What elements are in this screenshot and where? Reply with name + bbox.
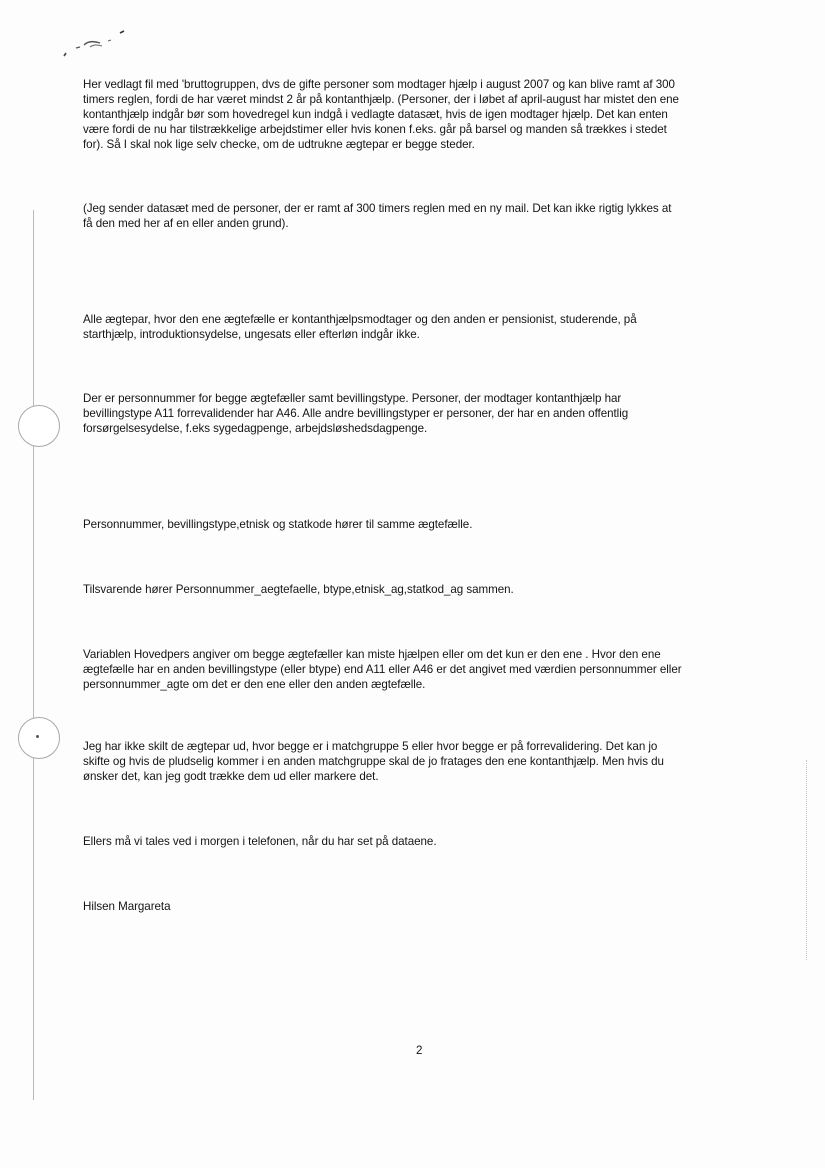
paragraph-datasaet-mail: (Jeg sender datasæt med de personer, der er ramt af 300 timers reglen med en ny mail. Det kan ikke rigtig lykkes at få den med her af en eller anden grund). [83,202,672,230]
scan-smudge-mark [58,28,138,62]
paragraph-bruttogruppen: Her vedlagt fil med 'bruttogruppen, dvs de gifte personer som modtager hjælp i august 2007 og kan blive ramt af 300 timers reglen, fordi de har været mindst 2 år på kontanthjælp. (Personer, der i løbet af april-august har mistet den ene kontanthjælp indgår bør som hovedregel kun indgå i vedlagte datasæt, hvis de igen modtager hjælp. Det kan enten være fordi de nu har tilstrækkelige arbejdstimer eller hvis konen f.eks. går på barsel og manden så trækkes i stedet for). Så I skal nok lige selv checke, om de udtrukne ægtepar er begge steder. [83,78,679,151]
paragraph-tilsvarende: Tilsvarende hører Personnummer_aegtefaelle, btype,etnisk_ag,statkod_ag sammen. [83,583,514,596]
paragraph-aegtepar-excluded: Alle ægtepar, hvor den ene ægtefælle er kontanthjælpsmodtager og den anden er pensionist, studerende, på starthjælp, introduktionsydelse, ungesats eller efterløn indgår ikke. [83,313,637,341]
paragraph-same-spouse: Personnummer, bevillingstype,etnisk og statkode hører til samme ægtefælle. [83,518,473,531]
punch-hole [18,717,60,759]
page-number: 2 [416,1044,423,1057]
punch-hole [18,405,60,447]
paragraph-hovedpers: Variablen Hovedpers angiver om begge ægtefæller kan miste hjælpen eller om det kun er den ene . Hvor den ene ægtefælle har en anden bevillingstype (eller btype) end A11 eller A46 er det angivet med værdien personnummer eller personnummer_agte om det er den ene eller den anden ægtefælle. [83,648,682,691]
paragraph-personnummer-bevillingstype: Der er personnummer for begge ægtefæller samt bevillingstype. Personer, der modtager kontanthjælp har bevillingstype A11 forrevalidender har A46. Alle andre bevillingstyper er personer, der har en anden offentlig forsørgelsesydelse, f.eks sygedagpenge, arbejdsløshedsdagpenge. [83,392,629,435]
paragraph-telefon: Ellers må vi tales ved i morgen i telefonen, når du har set på dataene. [83,835,437,848]
scan-edge-line [806,760,808,960]
paragraph-matchgruppe: Jeg har ikke skilt de ægtepar ud, hvor begge er i matchgruppe 5 eller hvor begge er på forrevalidering. Det kan jo skifte og hvis de pludselig kommer i en anden matchgruppe skal de jo fratages den ene kontanthjælp. Men hvis du ønsker det, kan jeg godt trække dem ud eller markere det. [83,740,664,783]
signature-line: Hilsen Margareta [83,900,171,913]
binder-margin-line [33,210,34,1100]
